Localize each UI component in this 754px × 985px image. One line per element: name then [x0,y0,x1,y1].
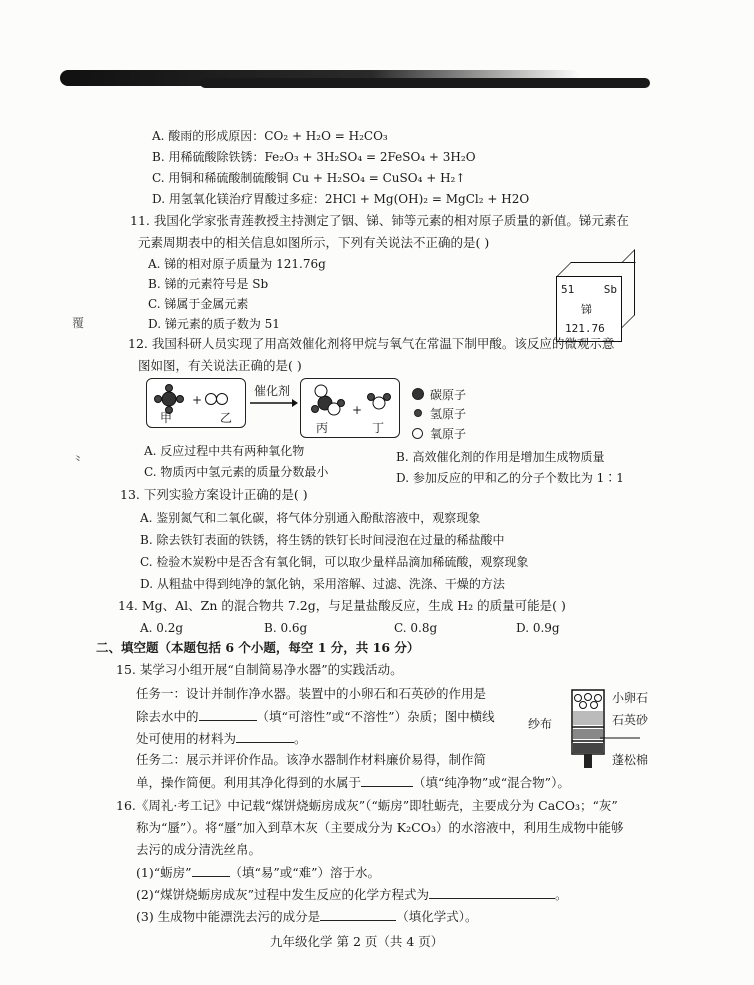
legend-hydrogen: 氢原子 [430,407,467,421]
q10-option-c: C. 用铜和稀硫酸制硫酸铜 Cu + H₂SO₄ = CuSO₄ + H₂↑ [152,171,466,185]
q12-option-a: A. 反应过程中共有两种氧化物 [144,444,305,458]
q12-option-c: C. 物质丙中氢元素的质量分数最小 [144,465,329,479]
q15-line-1: 任务一：设计并制作净水器。装置中的小卵石和石英砂的作用是 [136,686,487,701]
q11-option-c: C. 锑属于金属元素 [148,297,249,311]
q13-option-b: B. 除去铁钉表面的铁锈，将生锈的铁钉长时间浸泡在过量的稀盐酸中 [140,533,505,547]
q16-line-2: 称为“蜃”）。将“蜃”加入到草木灰（主要成分为 K₂CO₃）的水溶液中，利用生成物中能够 [136,820,624,835]
q12-option-b: B. 高效催化剂的作用是增加生成物质量 [396,450,605,464]
q14-option-d: D. 0.9g [516,621,560,635]
reaction-arrow [248,398,298,408]
q15-line-5 [136,774,570,791]
element-card-antimony [556,262,634,340]
q16-part-3 [136,908,477,925]
q12-option-d: D. 参加反应的甲和乙的分子个数比为 1∶1 [396,471,624,485]
carbon-atom-icon [412,388,424,400]
q15-line-5-part-a: 单，操作简便。利用其净化得到的水属于 [136,775,362,790]
q16-part-2-b: 。 [555,887,568,902]
label-yi: 乙 [220,411,233,425]
q11-option-b: B. 锑的元素符号是 Sb [148,277,269,291]
q15-answer-blank-3[interactable] [361,774,413,787]
q15-line-3-part-b: 。 [294,731,307,746]
cube-front [556,276,622,342]
q15-answer-blank-1[interactable] [199,708,257,721]
q13-option-a: A. 鉴别氮气和二氧化碳，将气体分别通入酚酞溶液中，观察现象 [140,511,481,525]
q14-option-b: B. 0.6g [264,621,308,635]
q15-line-5-part-b: （填“纯净物”或“混合物”）。 [413,775,570,790]
cube-side [622,249,635,328]
q13-option-c: C. 检验木炭粉中是否含有氧化铜，可以取少量样品滴加稀硫酸，观察现象 [140,555,529,569]
q15-line-2-part-b: （填“可溶性”或“不溶性”）杂质；图中横线 [256,709,495,724]
q16-answer-blank-2[interactable] [429,886,555,899]
margin-mark: 覆 [72,316,85,330]
q15-stem: 15. 某学习小组开展“自制简易净水器”的实践活动。 [116,662,403,677]
q16-answer-blank-1[interactable] [192,864,230,877]
figure-label-pebble: 小卵石 [612,691,649,705]
q13-option-d: D. 从粗盐中得到纯净的氯化钠，采用溶解、过滤、洗涤、干燥的方法 [140,577,505,591]
hydrogen-atom-icon [414,409,422,417]
q15-line-3-part-a: 处可使用的材料为 [136,731,237,746]
margin-mark: ⺀ [72,454,85,468]
q16-part-2 [136,886,568,903]
q15-line-2 [136,708,495,725]
water-purifier-figure [568,688,608,778]
q16-part-3-a: (3) 生成物中能漂洗去污的成分是 [136,909,321,924]
q16-part-2-a: (2)“煤饼烧蛎房成灰”过程中发生反应的化学方程式为 [136,887,429,902]
oxygen-atom-icon [412,428,423,439]
label-bing: 丙 [316,421,329,435]
q16-part-1 [136,864,380,881]
catalyst-label: 催化剂 [254,384,291,398]
q11-stem-1: 11. 我国化学家张青莲教授主持测定了铟、锑、铈等元素的相对原子质量的新值。锑元素在 [130,213,629,228]
atomic-mass: 121.76 [565,322,605,335]
label-ding: 丁 [372,421,385,435]
q16-part-3-b: （填化学式）。 [396,909,478,924]
q16-part-1-a: (1)“蛎房” [136,865,192,880]
q16-line-1: 16.《周礼·考工记》中记载“煤饼烧蛎房成灰”（“蛎房”即牡蛎壳，主要成分为 CaCO₃；“灰” [116,798,618,813]
q15-line-3 [136,730,307,747]
page-footer: 九年级化学 第 2 页（共 4 页） [270,934,444,949]
q15-line-2-part-a: 除去水中的 [136,709,199,724]
q14-stem: 14. Mg、Al、Zn 的混合物共 7.2g，与足量盐酸反应，生成 H₂ 的质量可能是( ) [118,598,566,613]
reactant-plus: + [192,393,203,407]
binding-shadow-2 [200,78,650,88]
q12-stem-1: 12. 我国科研人员实现了用高效催化剂将甲烷与氧气在常温下制甲酸。该反应的微观示意 [128,336,615,351]
q10-option-d: D. 用氢氧化镁治疗胃酸过多症：2HCl + Mg(OH)₂ = MgCl₂ + H2O [152,192,530,206]
q12-stem-2: 图如图，有关说法正确的是( ) [138,358,302,373]
q11-option-a: A. 锑的相对原子质量为 121.76g [148,257,326,271]
element-symbol: Sb [603,283,617,296]
product-plus: + [352,403,363,417]
q14-option-a: A. 0.2g [140,621,184,635]
legend-carbon: 碳原子 [430,388,467,402]
q10-option-b: B. 用稀硫酸除铁锈：Fe₂O₃ + 3H₂SO₄ = 2FeSO₄ + 3H₂O [152,150,476,164]
products-box [300,378,400,438]
figure-label-quartz: 石英砂 [612,713,649,727]
q11-option-d: D. 锑元素的质子数为 51 [148,317,280,331]
answer-line-on-figure [600,736,640,740]
atomic-number: 51 [561,283,575,296]
label-jia: 甲 [160,411,173,425]
legend-oxygen: 氧原子 [430,427,467,441]
q10-option-a: A. 酸雨的形成原因：CO₂ + H₂O = H₂CO₃ [152,129,388,143]
q13-stem: 13. 下列实验方案设计正确的是( ) [120,487,308,502]
q14-option-c: C. 0.8g [394,621,438,635]
figure-label-cotton: 蓬松棉 [612,753,649,767]
section-2-title: 二、填空题（本题包括 6 个小题，每空 1 分，共 16 分） [96,640,420,655]
q16-line-3: 去污的成分清洗丝帛。 [136,842,262,857]
element-name: 锑 [581,303,592,316]
q15-line-4: 任务二：展示并评价作品。该净水器制作材料廉价易得，制作简 [136,752,487,767]
q15-answer-blank-2[interactable] [236,730,294,743]
q11-stem-2: 元素周期表中的相关信息如图所示，下列有关说法不正确的是( ) [138,235,490,250]
q16-part-1-b: （填“易”或“难”）溶于水。 [229,865,381,880]
q16-answer-blank-3[interactable] [320,908,396,921]
figure-label-gauze: 纱布 [528,717,553,731]
